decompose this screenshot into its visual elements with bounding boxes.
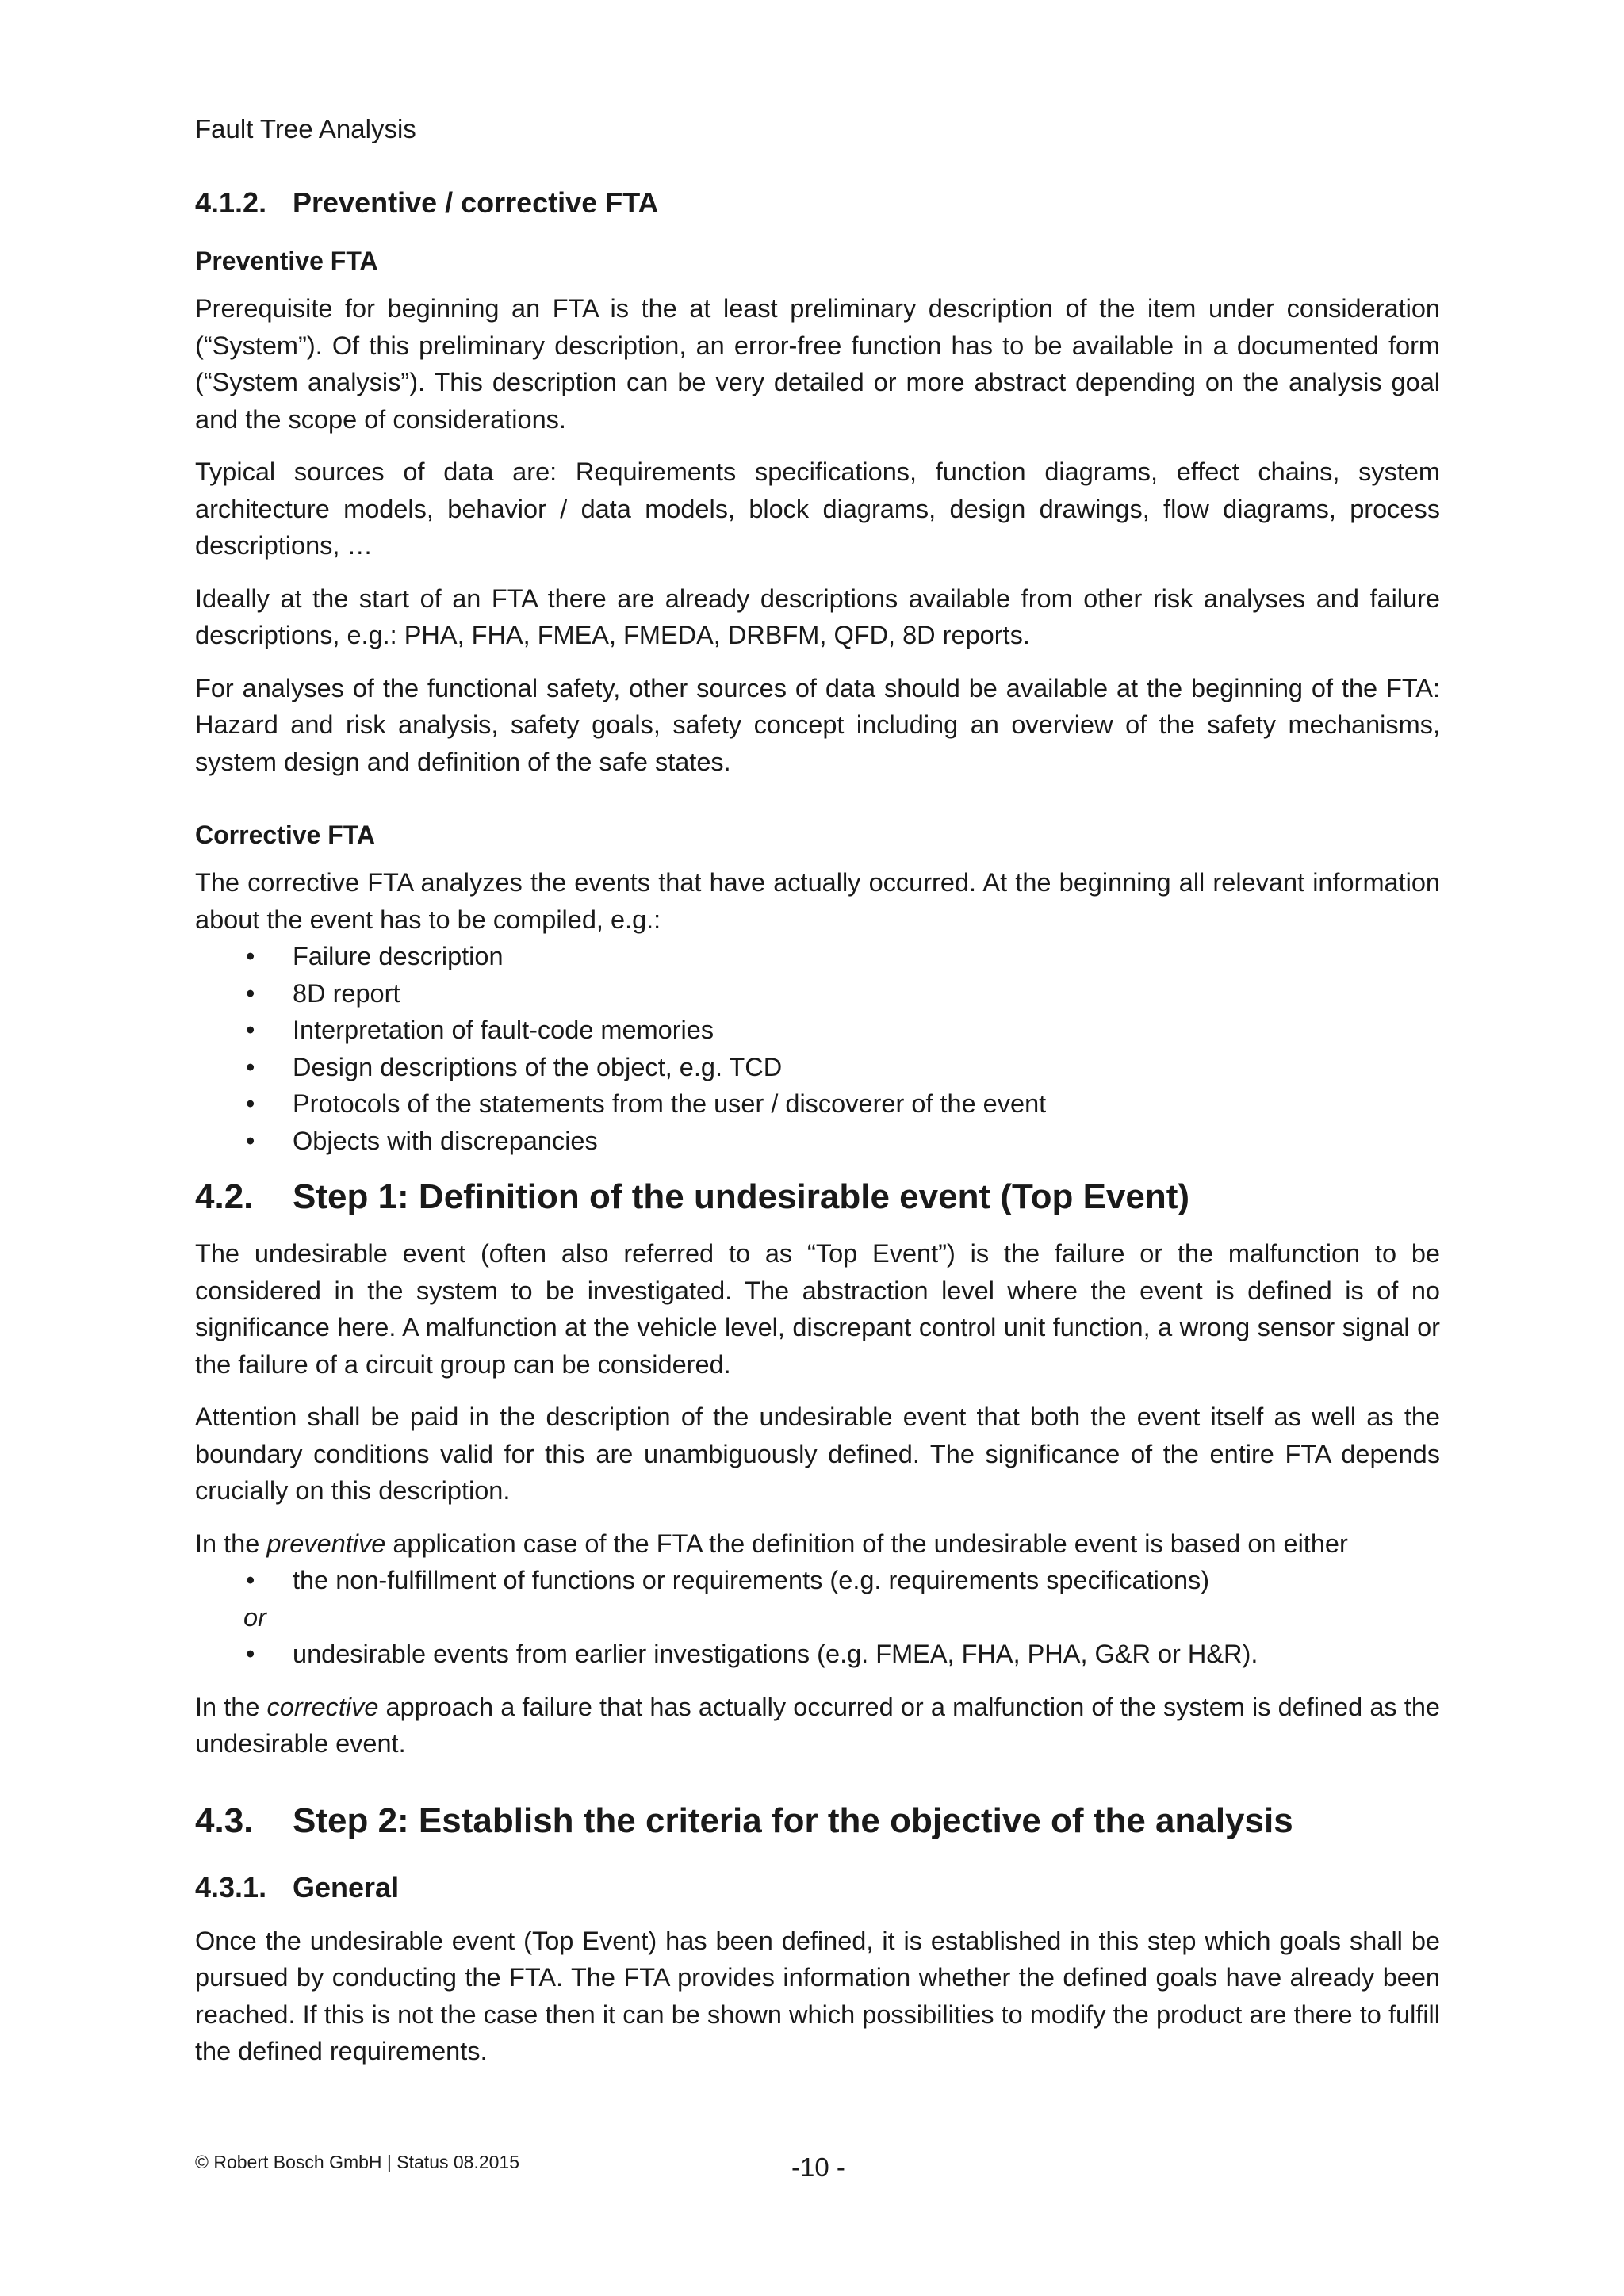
section-number: 4.2. [195, 1177, 254, 1216]
bullet-icon: • [246, 1126, 255, 1155]
bullet-icon: • [246, 1089, 255, 1118]
page-content [195, 111, 1440, 2086]
paragraph: Attention shall be paid in the description of the undesirable event that both the event itself as well as the boundary conditions valid for this are unambiguously defined. The significance of the entire FTA depends crucially on this description. [195, 1402, 1440, 1505]
bullet-icon: • [246, 1052, 255, 1081]
paragraph: Ideally at the start of an FTA there are already descriptions available from other risk analyses and failure descriptions, e.g.: PHA, FHA, FMEA, FMEDA, DRBFM, QFD, 8D reports. [195, 584, 1440, 649]
bullet-icon: • [246, 1566, 255, 1594]
section-title: General [293, 1870, 400, 1904]
paragraph: For analyses of the functional safety, other sources of data should be available at the beginning of the FTA: Hazard and risk analysis, safety goals, safety concept including an overview of the safety mechanisms, system design and definition of the safe states. [195, 673, 1440, 776]
or-connector: or [243, 1602, 266, 1632]
bullet-icon: • [246, 978, 255, 1008]
paragraph: Typical sources of data are: Requirements specifications, function diagrams, effect chains, system architecture models, behavior / data models, block diagrams, design drawings, flow diagrams, process descriptions, … [195, 457, 1440, 560]
section-title: Preventive / corrective FTA [293, 186, 659, 219]
bullet-list [195, 1636, 1440, 1673]
list-item: • Design descriptions of the object, e.g. TCD [195, 1049, 1440, 1086]
bullet-icon: • [246, 1640, 255, 1668]
page-number: -10 - [791, 2152, 845, 2182]
footer-copyright: © Robert Bosch GmbH | Status 08.2015 [195, 2152, 520, 2172]
running-header: Fault Tree Analysis [195, 114, 416, 144]
list-item: • Objects with discrepancies [195, 1123, 1440, 1160]
paragraph: In the preventive application case of the FTA the definition of the undesirable event is based on either [195, 1529, 1348, 1558]
paragraph: In the corrective approach a failure that has actually occurred or a malfunction of the system is defined as the undesirable event. [195, 1692, 1440, 1758]
section-number: 4.1.2. [195, 186, 267, 219]
subheading-preventive-fta: Preventive FTA [195, 247, 378, 275]
list-item: • Interpretation of fault-code memories [195, 1012, 1440, 1049]
section-title: Step 1: Definition of the undesirable event (Top Event) [293, 1177, 1190, 1216]
bullet-icon: • [246, 942, 255, 970]
list-item: • 8D report [195, 975, 1440, 1012]
section-heading-4-2 [195, 1175, 1440, 1219]
list-item: • undesirable events from earlier investigations (e.g. FMEA, FHA, PHA, G&R or H&R). [195, 1636, 1440, 1673]
paragraph: Prerequisite for beginning an FTA is the at least preliminary description of the item under consideration (“System”). Of this preliminary description, an error-free function has to be available in a documented form (“System analysis”). This description can be very detailed or more abstract depending on the analysis goal and the scope of considerations. [195, 294, 1440, 434]
list-item: • Protocols of the statements from the user / discoverer of the event [195, 1085, 1440, 1123]
subheading-corrective-fta: Corrective FTA [195, 821, 376, 849]
list-item: • the non-fulfillment of functions or requirements (e.g. requirements specifications) [195, 1562, 1440, 1599]
paragraph: Once the undesirable event (Top Event) has been defined, it is established in this step which goals shall be pursued by conducting the FTA. The FTA provides information whether the defined goals have already been reached. If this is not the case then it can be shown which possibilities to modify the product are there to fulfill the defined requirements. [195, 1926, 1440, 2065]
section-heading-4-1-2 [195, 184, 1440, 222]
list-item: • Failure description [195, 938, 1440, 975]
bullet-icon: • [246, 1016, 255, 1044]
section-number: 4.3.1. [195, 1870, 267, 1904]
paragraph: The corrective FTA analyzes the events that have actually occurred. At the beginning all relevant information about the event has to be compiled, e.g.: [195, 868, 1440, 934]
section-heading-4-3 [195, 1799, 1440, 1843]
bullet-list [195, 938, 1440, 1159]
bullet-list [195, 1562, 1440, 1599]
section-heading-4-3-1 [195, 1869, 1440, 1907]
section-title: Step 2: Establish the criteria for the objective of the analysis [293, 1800, 1293, 1840]
section-number: 4.3. [195, 1800, 254, 1840]
paragraph: The undesirable event (often also referred to as “Top Event”) is the failure or the malfunction to be considered in the system to be investigated. The abstraction level where the event is defined is of no significance here. A malfunction at the vehicle level, discrepant control unit function, a wrong sensor signal or the failure of a circuit group can be considered. [195, 1239, 1440, 1379]
